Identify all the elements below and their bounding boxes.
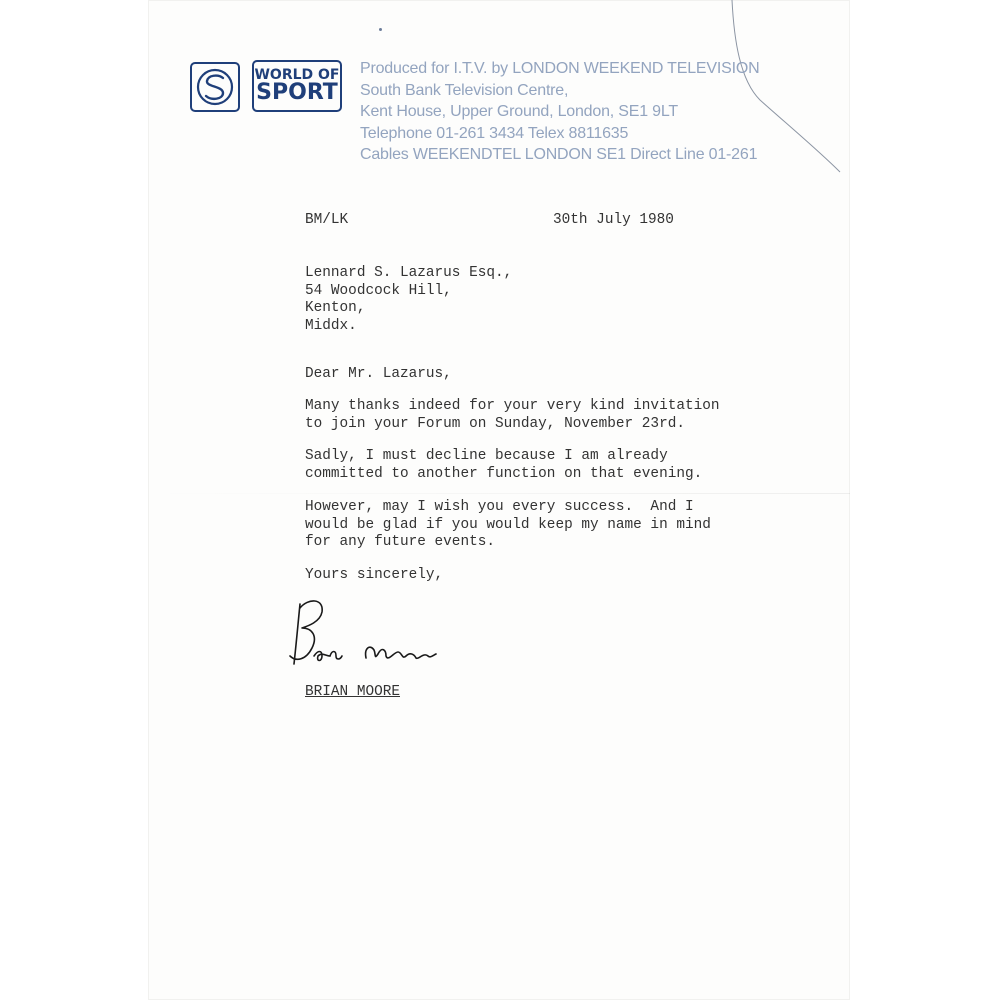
letter-page [148, 0, 850, 1000]
reference-code: BM/LK [305, 212, 349, 228]
recipient-address [305, 265, 512, 335]
salutation: Dear Mr. Lazarus, [305, 366, 452, 382]
paragraph-line: to join your Forum on Sunday, November 23rd. [305, 415, 685, 432]
letterhead-line: Telephone 01-261 3434 Telex 8811635 [360, 124, 629, 142]
paragraph-line: committed to another function on that evening. [305, 465, 703, 482]
paragraph-line: for any future events. [305, 534, 495, 551]
paragraph [305, 398, 720, 433]
letterhead-line: Kent House, Upper Ground, London, SE1 9LT [360, 103, 678, 120]
address-line: 54 Woodcock Hill, [305, 282, 452, 299]
paragraph [305, 499, 711, 552]
lwt-logo-icon [190, 62, 240, 112]
letterhead-line: Cables WEEKENDTEL LONDON SE1 Direct Line 01-261 [360, 146, 758, 163]
handwritten-signature [278, 590, 478, 680]
letterhead-line: Produced for I.T.V. by LONDON WEEKEND TELEVISION [360, 60, 760, 77]
closing: Yours sincerely, [305, 567, 444, 583]
world-of-sport-logo [252, 60, 342, 112]
signatory-name: BRIAN MOORE [305, 684, 400, 700]
letterhead-line: South Bank Television Centre, [360, 81, 569, 99]
address-line: Middx. [305, 317, 357, 334]
paper-fold-line [148, 493, 850, 494]
letter-date: 30th July 1980 [553, 212, 674, 228]
paragraph-line: Sadly, I must decline because I am already [305, 448, 668, 464]
paragraph-line: would be glad if you would keep my name in mind [305, 516, 711, 533]
paragraph-line: Many thanks indeed for your very kind invitation [305, 398, 720, 414]
paper-speck [379, 28, 382, 31]
logo-line-1: WORLD OF [254, 67, 340, 83]
logo-line-2: SPORT [256, 80, 338, 105]
letterhead-address [360, 58, 759, 166]
address-line: Lennard S. Lazarus Esq., [305, 265, 513, 281]
paragraph-line: However, may I wish you every success. And I [305, 499, 694, 515]
paragraph [305, 448, 702, 483]
address-line: Kenton, [305, 300, 366, 317]
